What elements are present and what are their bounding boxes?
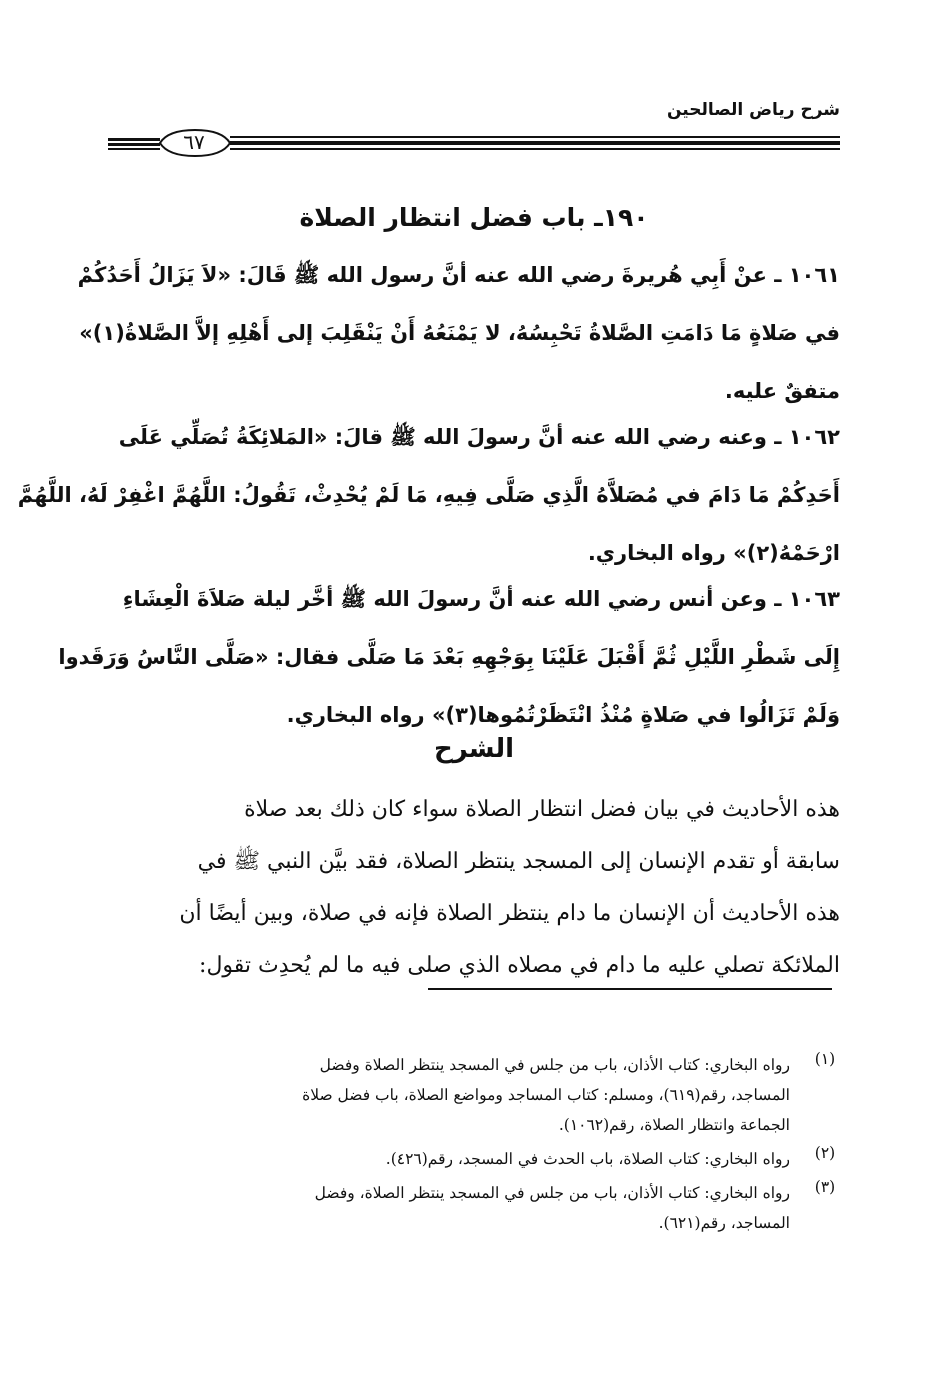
footnote-line: رواه البخاري: كتاب الأذان، باب من جلس في المسجد ينتظر الصلاة وفضل xyxy=(319,1056,790,1074)
footnote-separator xyxy=(428,988,832,990)
hadith-1062 xyxy=(17,408,840,582)
footnote-1 xyxy=(108,1050,850,1140)
footnote-number: (٣) xyxy=(814,1178,836,1196)
hadith-line: ١٠٦٢ ـ وعنه رضي الله عنه أنَّ رسولَ الله ﷺ قالَ: «المَلائِكَةُ تُصَلِّي عَلَى xyxy=(118,425,840,449)
footnote-3 xyxy=(108,1178,850,1238)
page-number: ٦٧ xyxy=(183,130,205,154)
hadith-line: وَلَمْ تَزَالُوا في صَلاةٍ مُنْذُ انْتَظَرْتُمُوها(٣)» رواه البخاري. xyxy=(286,703,840,727)
chapter-heading: ١٩٠ـ باب فضل انتظار الصلاة xyxy=(299,203,649,232)
sharh-heading: الشرح xyxy=(433,734,515,764)
footnote-number: (٢) xyxy=(814,1144,836,1162)
footnotes xyxy=(108,1050,850,1242)
running-title: شرح رياض الصالحين xyxy=(666,100,840,120)
hadith-line: ارْحَمْهُ(٢)» رواه البخاري. xyxy=(587,541,840,565)
footnote-line: المساجد، رقم(٦١٩)، ومسلم: كتاب المساجد ومواضع الصلاة، باب فضل صلاة xyxy=(302,1086,790,1104)
footnote-line: المساجد، رقم(٦٢١). xyxy=(658,1214,790,1232)
footnote-number: (١) xyxy=(814,1050,836,1068)
hadith-line: ١٠٦١ ـ عنْ أَبِي هُريرةَ رضي الله عنه أنَّ رسول الله ﷺ قَالَ: «لاَ يَزَالُ أَحَدُكُمْ xyxy=(77,263,840,287)
commentary-line: هذه الأحاديث في بيان فضل انتظار الصلاة سواء كان ذلك بعد صلاة xyxy=(244,797,840,822)
commentary-line: الملائكة تصلي عليه ما دام في مصلاه الذي صلى فيه ما لم يُحدِث تقول: xyxy=(199,953,840,978)
commentary xyxy=(108,784,840,992)
commentary-line: سابقة أو تقدم الإنسان إلى المسجد ينتظر الصلاة، فقد بيَّن النبي ﷺ في xyxy=(197,849,840,874)
hadith-1061 xyxy=(77,246,840,420)
hadith-line: متفقٌ عليه. xyxy=(724,379,840,403)
hadith-line: ١٠٦٣ ـ وعن أنس رضي الله عنه أنَّ رسولَ الله ﷺ أخَّر ليلة صَلاَةَ الْعِشَاءِ xyxy=(122,587,840,611)
commentary-line: هذه الأحاديث أن الإنسان ما دام ينتظر الصلاة فإنه في صلاة، وبين أيضًا أن xyxy=(179,901,840,926)
footnote-line: رواه البخاري: كتاب الأذان، باب من جلس في المسجد ينتظر الصلاة، وفضل xyxy=(314,1184,790,1202)
footnote-2 xyxy=(108,1144,850,1174)
hadith-line: في صَلاةٍ مَا دَامَتِ الصَّلاةُ تَحْبِسُهُ، لا يَمْنَعُهُ أَنْ يَنْقَلِبَ إلى أَهْلِهِ إلاَّ الصَّلاةُ(١)» xyxy=(79,321,840,345)
hadith-line: إِلَى شَطْرِ اللَّيْلِ ثُمَّ أَقْبَلَ عَلَيْنَا بِوَجْهِهِ بَعْدَ مَا صَلَّى فقال: «صَلَّى النَّاسُ وَرَقَدوا xyxy=(58,645,840,669)
footnote-line: رواه البخاري: كتاب الصلاة، باب الحدث في المسجد، رقم(٤٢٦). xyxy=(385,1150,790,1168)
footnote-line: الجماعة وانتظار الصلاة، رقم(١٠٦٢). xyxy=(558,1116,790,1134)
hadith-line: أَحَدِكُمْ مَا دَامَ في مُصَلاَّهُ الَّذِي صَلَّى فِيهِ، مَا لَمْ يُحْدِثْ، تَقُولُ: اللَّهُمَّ اغْفِرْ لَهُ، اللَّهُمَّ xyxy=(17,483,840,507)
hadith-1063 xyxy=(58,570,840,744)
